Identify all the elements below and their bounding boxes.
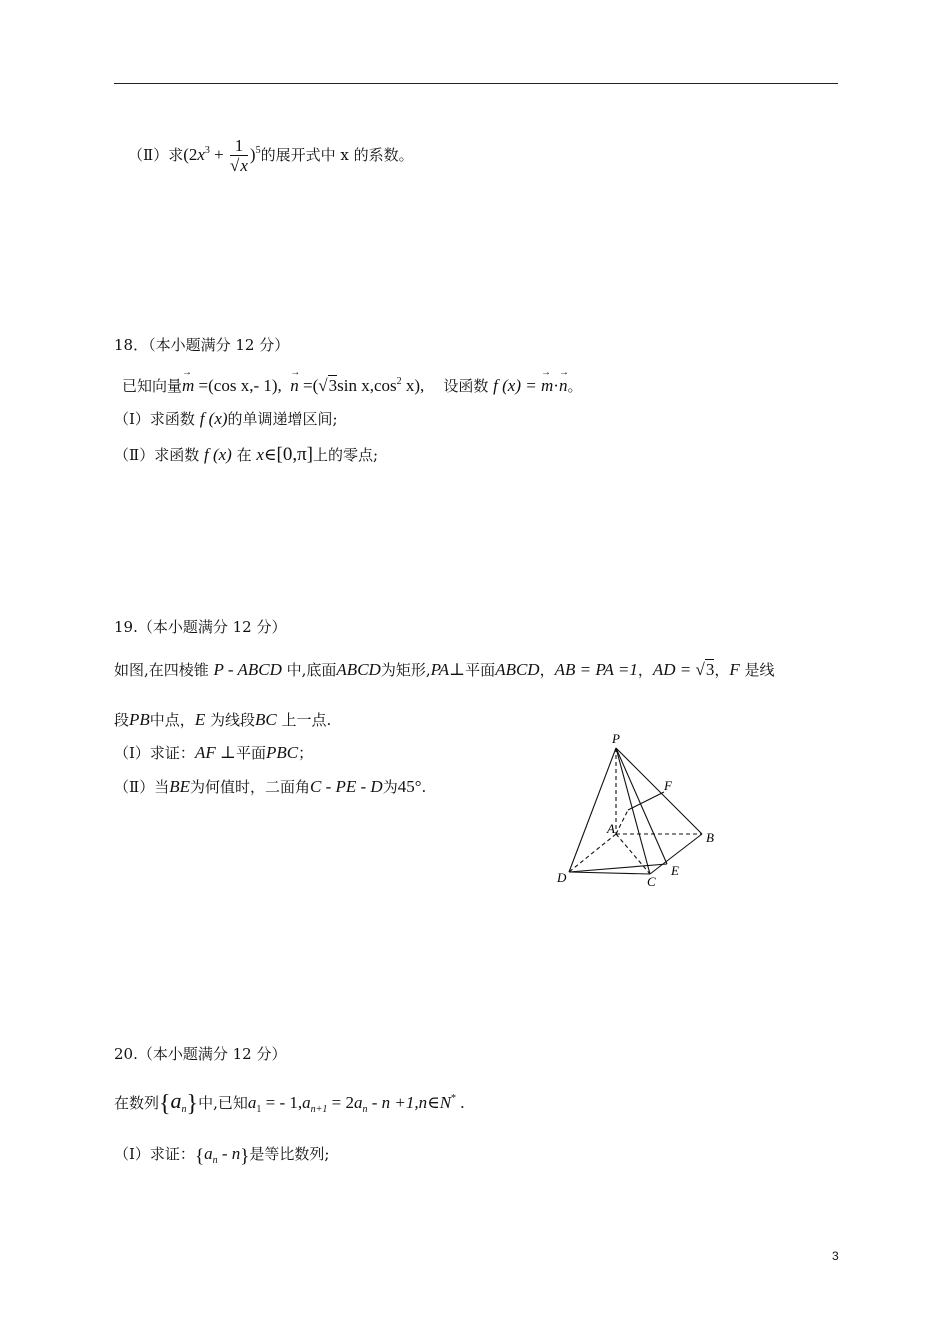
q17-part2 — [128, 136, 414, 176]
q18-part2: （Ⅱ）求函数 f (x) 在 x∈[0,π]上的零点; — [114, 444, 379, 465]
q17-fraction: $\frac{1}{√x}$ — [230, 135, 248, 175]
label-E: E — [671, 863, 679, 878]
header-rule — [114, 83, 838, 84]
q17-part2-label: （Ⅱ）求 — [128, 146, 184, 164]
edge-DE — [569, 864, 667, 872]
q18-part1: （Ⅰ）求函数 f (x)的单调递增区间; — [114, 409, 338, 428]
edge-PB — [616, 748, 702, 834]
q20-header: 20.（本小题满分 12 分） — [114, 1045, 287, 1063]
edge-PE — [616, 748, 667, 864]
q19-line1: 如图,在四棱锥 P - ABCD 中,底面ABCD为矩形,PA⊥平面ABCD，AB = PA =1，AD = √3，F 是线 — [114, 660, 775, 679]
q19-part1: （Ⅰ）求证：AF ⊥平面PBC； — [114, 743, 314, 762]
label-D: D — [557, 870, 567, 885]
q20-part1: （Ⅰ）求证：$\{a_n - n\}$是等比数列; — [114, 1144, 330, 1167]
q20-given: 在数列$\{a_n\}$中,已知$a_1$ = - $1,a_{n+1} = 2a_n - n$ +1,n∈N* . — [114, 1088, 465, 1117]
q18-header: 18．（本小题满分 12 分） — [114, 336, 290, 354]
page-number: 3 — [832, 1249, 839, 1263]
edge-AF — [616, 810, 628, 834]
q17-part2-tail: 的展开式中 x 的系数。 — [260, 146, 414, 164]
label-A: A — [607, 821, 615, 836]
label-C: C — [647, 874, 656, 889]
q17-expr: ($2x^3$ + $\frac{1}{√x}$ )$^5$ — [183, 135, 261, 175]
pyramid-figure — [554, 730, 734, 890]
label-P: P — [612, 731, 620, 746]
q19-part2: （Ⅱ）当BE为何值时，二面角C - PE - D为45°. — [114, 777, 427, 796]
edge-AF-part — [628, 792, 664, 810]
q19-header: 19.（本小题满分 12 分） — [114, 618, 287, 636]
q19-line2: 段PB中点，E 为线段BC 上一点. — [114, 710, 332, 729]
label-F: F — [664, 778, 672, 793]
edge-PC — [616, 748, 650, 874]
q18-given: 已知向量→ m =(cos x,- 1), → n =(√3sin $x,\cos^2$ x), 设函数 f (x) = → m·→ n。 — [122, 369, 582, 399]
label-B: B — [706, 830, 714, 845]
edge-DC — [569, 872, 650, 874]
